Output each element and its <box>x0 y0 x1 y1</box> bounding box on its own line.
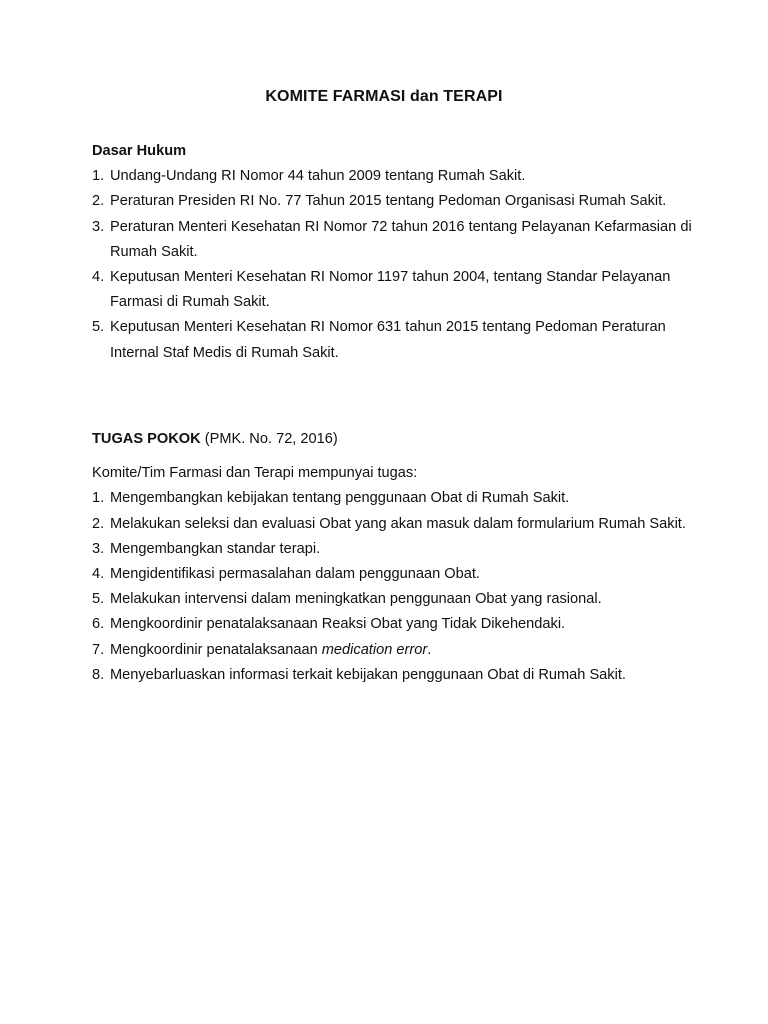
list-item <box>92 189 692 214</box>
item-text: Keputusan Menteri Kesehatan RI Nomor 631 tahun 2015 tentang Pedoman Peraturan Internal Staf Medis di Rumah Sakit. <box>110 319 666 361</box>
list-item <box>92 512 692 537</box>
item-suffix: . <box>427 641 432 658</box>
tugas-pokok-heading-label: TUGAS POKOK <box>92 431 201 447</box>
list-item <box>92 164 692 189</box>
tugas-pokok-section <box>92 427 692 688</box>
dasar-hukum-list <box>92 164 692 366</box>
item-number: 2. <box>92 193 105 210</box>
item-text: Peraturan Menteri Kesehatan RI Nomor 72 tahun 2016 tentang Pelayanan Kefarmasian di Rumah Sakit. <box>110 218 692 260</box>
item-text: Mengkoordinir penatalaksanaan <box>110 641 322 658</box>
list-item <box>92 265 692 315</box>
item-text: Mengembangkan standar terapi. <box>110 540 321 557</box>
item-number: 8. <box>92 666 105 683</box>
item-number: 6. <box>92 616 105 633</box>
item-number: 4. <box>92 269 105 286</box>
item-text: Melakukan intervensi dalam meningkatkan penggunaan Obat yang rasional. <box>110 591 602 608</box>
item-number: 5. <box>92 591 105 608</box>
item-number: 1. <box>92 490 105 507</box>
item-text: Menyebarluaskan informasi terkait kebijakan penggunaan Obat di Rumah Sakit. <box>110 666 626 683</box>
list-item <box>92 612 692 637</box>
item-italic-term: medication error <box>321 641 428 658</box>
item-number: 2. <box>92 515 105 532</box>
list-item <box>92 663 692 688</box>
list-item <box>92 215 692 265</box>
dasar-hukum-section <box>92 139 692 366</box>
list-item <box>92 638 692 663</box>
item-text: Keputusan Menteri Kesehatan RI Nomor 1197 tahun 2004, tentang Standar Pelayanan Farmasi di Rumah Sakit. <box>110 269 671 311</box>
item-number: 3. <box>92 540 105 557</box>
item-text: Melakukan seleksi dan evaluasi Obat yang akan masuk dalam formularium Rumah Sakit. <box>110 515 686 532</box>
item-text: Peraturan Presiden RI No. 77 Tahun 2015 tentang Pedoman Organisasi Rumah Sakit. <box>110 193 667 210</box>
list-item <box>92 537 692 562</box>
item-text: Mengkoordinir penatalaksanaan Reaksi Obat yang Tidak Dikehendaki. <box>110 616 566 633</box>
tugas-pokok-intro: Komite/Tim Farmasi dan Terapi mempunyai tugas: <box>92 465 418 482</box>
item-number: 4. <box>92 566 105 583</box>
dasar-hukum-heading: Dasar Hukum <box>92 143 187 159</box>
list-item <box>92 315 692 365</box>
item-number: 3. <box>92 218 105 235</box>
item-text: Mengidentifikasi permasalahan dalam penggunaan Obat. <box>110 566 480 583</box>
item-text: Undang-Undang RI Nomor 44 tahun 2009 tentang Rumah Sakit. <box>110 168 526 185</box>
item-number: 7. <box>92 641 105 658</box>
tugas-pokok-reference: (PMK. No. 72, 2016) <box>204 431 338 447</box>
tugas-pokok-list <box>92 486 692 688</box>
item-text: Mengembangkan kebijakan tentang penggunaan Obat di Rumah Sakit. <box>110 490 570 507</box>
item-number: 5. <box>92 319 105 336</box>
tugas-pokok-heading <box>92 427 692 452</box>
document-title: KOMITE FARMASI dan TERAPI <box>265 88 503 105</box>
list-item <box>92 562 692 587</box>
list-item <box>92 486 692 511</box>
list-item <box>92 587 692 612</box>
item-number: 1. <box>92 168 105 185</box>
